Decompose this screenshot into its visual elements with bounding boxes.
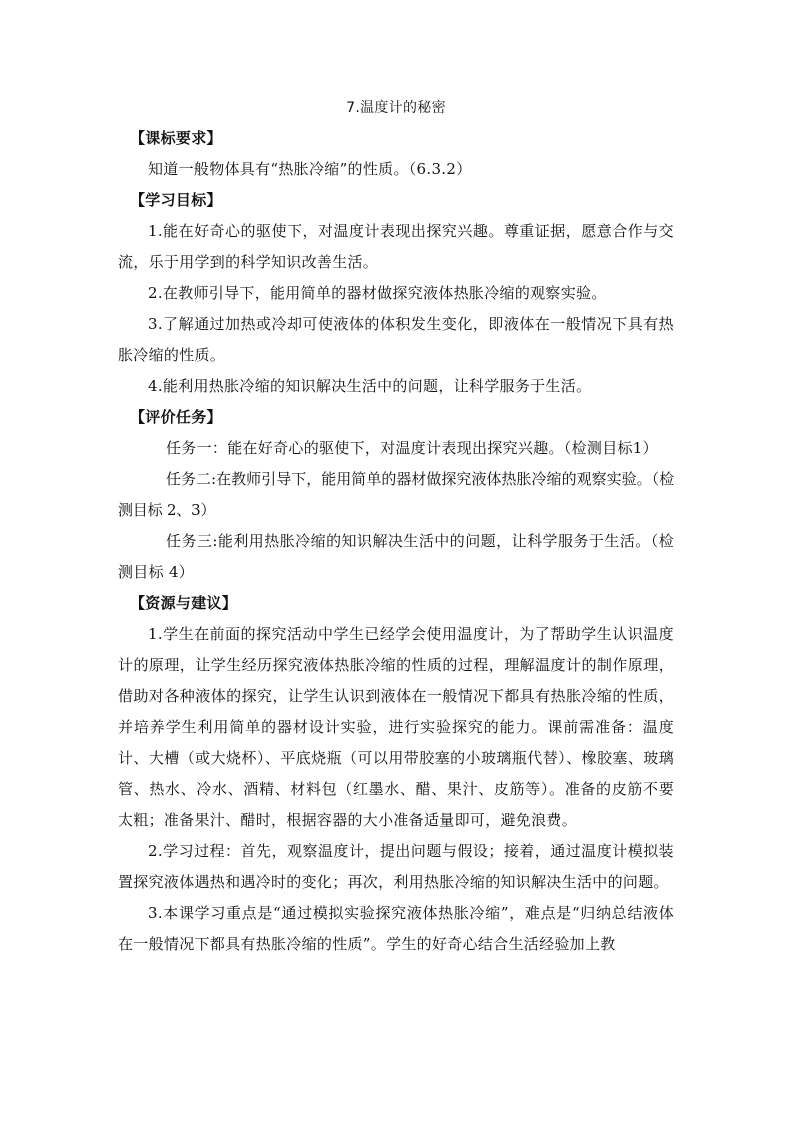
resource-item: 2.学习过程：首先，观察温度计，提出问题与假设；接着，通过温度计模拟装置探究液体遇热和遇冷时的变化；再次，利用热胀冷缩的知识解决生活中的问题。: [118, 842, 674, 891]
section-heading-resources: 【资源与建议】: [130, 594, 238, 612]
task-item: 任务三:能利用热胀冷缩的知识解决生活中的问题，让科学服务于生活。（检测目标 4）: [118, 532, 674, 581]
standard-text: 知道一般物体具有“热胀冷缩”的性质。（6.3.2）: [148, 160, 472, 178]
section-heading-tasks: 【评价任务】: [130, 408, 222, 426]
task-item: 任务二:在教师引导下，能用简单的器材做探究液体热胀冷缩的观察实验。（检测目标 2、3）: [118, 470, 674, 519]
document-title: 7.温度计的秘密: [346, 100, 446, 116]
goal-item: 2.在教师引导下，能用简单的器材做探究液体热胀冷缩的观察实验。: [148, 284, 607, 302]
goal-item: 1.能在好奇心的驱使下，对温度计表现出探究兴趣。尊重证据，愿意合作与交流，乐于用学到的科学知识改善生活。: [118, 222, 674, 271]
section-heading-goals: 【学习目标】: [130, 191, 222, 209]
section-heading-standard: 【课标要求】: [130, 129, 222, 147]
goal-item: 4.能利用热胀冷缩的知识解决生活中的问题，让科学服务于生活。: [148, 377, 592, 395]
resource-item: 3.本课学习重点是“通过模拟实验探究液体热胀冷缩”，难点是“归纳总结液体在一般情况下都具有热胀冷缩的性质”。学生的好奇心结合生活经验加上教: [118, 904, 674, 953]
task-item: 任务一：能在好奇心的驱使下，对温度计表现出探究兴趣。（检测目标1）: [166, 439, 658, 457]
goal-item: 3.了解通过加热或冷却可使液体的体积发生变化，即液体在一般情况下具有热胀冷缩的性质。: [118, 315, 674, 364]
document-page: [118, 94, 674, 960]
resource-item: 1.学生在前面的探究活动中学生已经学会使用温度计，为了帮助学生认识温度计的原理，让学生经历探究液体热胀冷缩的性质的过程，理解温度计的制作原理，借助对各种液体的探究，让学生认识到液体在一般情况下都具有热胀冷缩的性质，并培养学生利用简单的器材设计实验，进行实验探究的能力。课前需准备：温度计、大槽（或大烧杯）、平底烧瓶（可以用带胶塞的小玻璃瓶代替）、橡胶塞、玻璃管、热水、冷水、酒精、材料包（红墨水、醋、果汁、皮筋等）。准备的皮筋不要太粗；准备果汁、醋时，根据容器的大小准备适量即可，避免浪费。: [118, 625, 674, 829]
